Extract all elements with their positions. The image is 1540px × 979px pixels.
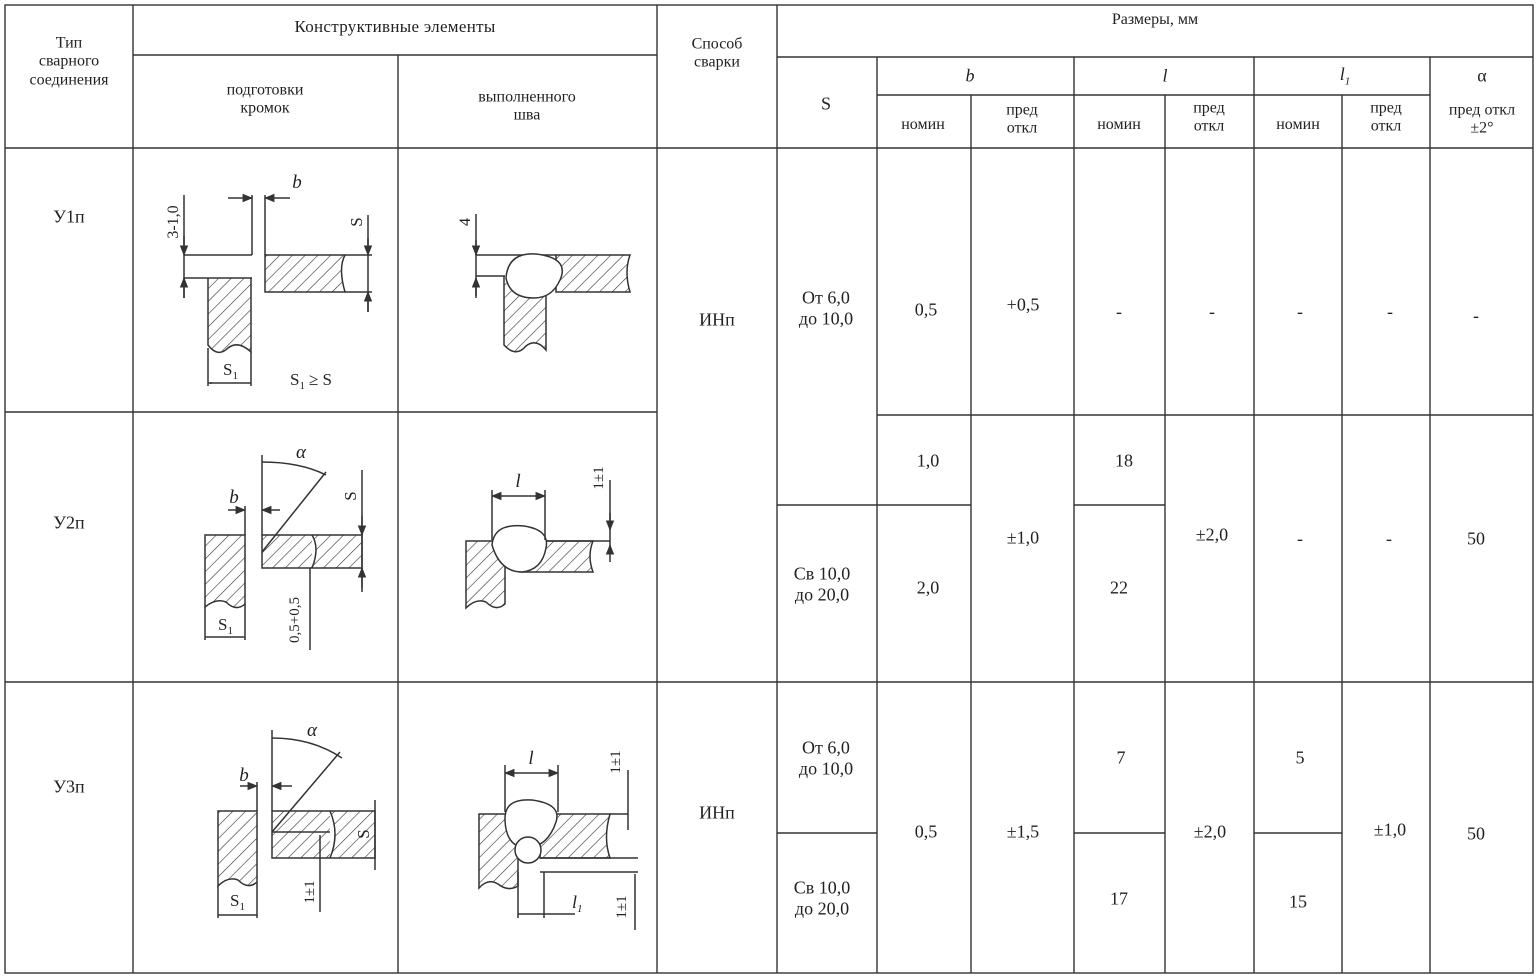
row3-s-range-a: От 6,0 до 10,0 xyxy=(798,737,854,778)
header-type-joint: Тип сварного соединения xyxy=(29,34,109,89)
row1-method: ИНп xyxy=(699,309,735,330)
header-edge-prep: подготовки кромок xyxy=(226,81,304,117)
d3-s-label: S xyxy=(354,829,373,839)
row2-l1-tol: - xyxy=(1386,528,1392,549)
d1-cond-label: $S_1 \ge S$ xyxy=(290,370,333,392)
row3-type: У3п xyxy=(53,776,85,797)
d2-alpha-label: α xyxy=(296,442,306,463)
header-b: b xyxy=(965,65,975,86)
row1-b-tol: +0,5 xyxy=(1006,294,1040,315)
row1-type: У1п xyxy=(53,206,85,227)
row3-alpha: 50 xyxy=(1467,823,1485,844)
header-alpha-tol: пред откл ±2° xyxy=(1448,101,1516,137)
w3-tol1-label: 1±1 xyxy=(608,750,624,774)
d2-s-label: S xyxy=(341,491,360,501)
row2-b-tol: ±1,0 xyxy=(1006,527,1040,548)
row1-l1-nom: - xyxy=(1297,301,1303,322)
header-l: l xyxy=(1162,65,1168,86)
header-l1: $l_1$ xyxy=(1339,63,1351,88)
row1-l-tol: - xyxy=(1209,301,1215,322)
header-l-tol: пред откл xyxy=(1193,99,1225,135)
d3-b-label: b xyxy=(239,765,249,786)
d3-alpha-label: α xyxy=(307,720,317,741)
w2-tol-label: 1±1 xyxy=(591,466,607,490)
row3-l1-nom-a: 5 xyxy=(1295,747,1305,768)
header-s: S xyxy=(820,93,832,114)
row2-l-nom-b: 22 xyxy=(1110,577,1128,598)
header-alpha: α xyxy=(1477,65,1487,86)
row1-s-range: От 6,0 до 10,0 xyxy=(798,287,854,328)
row3-method: ИНп xyxy=(699,802,735,823)
w3-l-label: l xyxy=(528,748,534,769)
d1-b-label: b xyxy=(292,172,302,193)
row2-type: У2п xyxy=(53,512,85,533)
header-b-tol: пред откл xyxy=(1006,101,1038,137)
header-b-nom: номин xyxy=(901,115,945,133)
row2-s-range-b: Св 10,0 до 20,0 xyxy=(793,563,851,604)
diagram-u1-weld xyxy=(476,214,630,352)
row1-l-nom: - xyxy=(1116,301,1122,322)
header-weld-method: Способ сварки xyxy=(691,35,743,71)
d1-s1-label: $S_1$ xyxy=(223,360,238,382)
row3-l1-tol: ±1,0 xyxy=(1373,819,1407,840)
row2-l-tol: ±2,0 xyxy=(1195,524,1229,545)
row1-alpha: - xyxy=(1473,305,1479,326)
header-weld-done: выполненного шва xyxy=(478,88,576,124)
diagram-u1-edge-prep xyxy=(184,195,372,386)
header-l1-nom: номин xyxy=(1276,115,1320,133)
row3-l-tol: ±2,0 xyxy=(1193,821,1227,842)
header-structural-elements: Конструктивные элементы xyxy=(294,17,496,37)
w3-l1-label: $l_1$ xyxy=(572,892,583,915)
d3-tol-label: 1±1 xyxy=(302,880,318,904)
row3-b-tol: ±1,5 xyxy=(1006,821,1040,842)
row2-b-nom-a: 1,0 xyxy=(916,450,940,471)
row3-l-nom-b: 17 xyxy=(1110,888,1128,909)
d1-s-label: S xyxy=(347,217,366,227)
diagram-u3-edge-prep xyxy=(218,730,375,918)
d1-gap-label: 3-1,0 xyxy=(165,205,182,239)
row2-alpha: 50 xyxy=(1467,528,1485,549)
w3-tol2-label: 1±1 xyxy=(614,895,630,919)
row1-b-nom: 0,5 xyxy=(914,299,938,320)
diagram-u2-weld xyxy=(466,480,610,608)
d2-b-label: b xyxy=(229,487,239,508)
diagram-u2-edge-prep xyxy=(205,455,362,650)
w2-l-label: l xyxy=(515,471,521,492)
row3-b-nom: 0,5 xyxy=(914,821,938,842)
row2-l-nom-a: 18 xyxy=(1115,450,1133,471)
header-l-nom: номин xyxy=(1097,115,1141,133)
row2-b-nom-b: 2,0 xyxy=(916,577,940,598)
row3-l-nom-a: 7 xyxy=(1116,747,1126,768)
row3-l1-nom-b: 15 xyxy=(1289,891,1307,912)
d3-s1-label: $S_1$ xyxy=(230,891,245,913)
row1-l1-tol: - xyxy=(1387,301,1393,322)
header-dimensions: Размеры, мм xyxy=(1111,10,1199,28)
header-l1-tol: пред откл xyxy=(1370,99,1402,135)
row2-l1-nom: - xyxy=(1297,528,1303,549)
row3-s-range-b: Св 10,0 до 20,0 xyxy=(793,877,851,918)
d2-s1-label: $S_1$ xyxy=(218,615,233,637)
w1-4-label: 4 xyxy=(457,218,474,226)
d2-gap-label: 0,5+0,5 xyxy=(287,597,303,643)
